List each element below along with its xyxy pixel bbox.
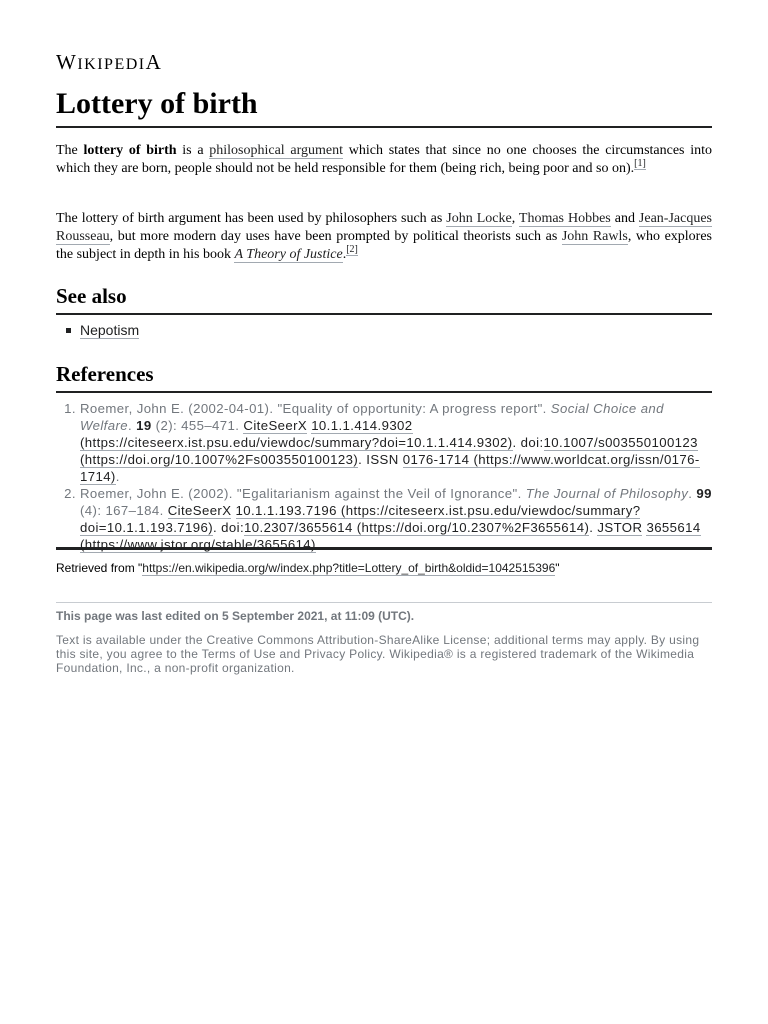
license-notice: Text is available under the Creative Commons Attribution-ShareAlike License; additional terms may apply. By using this site, you agree to the Terms of Use and Privacy Policy. Wikipedia® is a registered trademark of the Wikimedia Foundation, Inc., a non-profit organization. [56, 633, 700, 675]
footer-divider [56, 602, 712, 603]
citation-2[interactable]: [2] [346, 244, 358, 256]
link-john-rawls[interactable]: John Rawls [561, 229, 628, 244]
last-edited-notice: This page was last edited on 5 September 2021, at 11:09 (UTC). [56, 609, 415, 623]
link-jstor-id[interactable]: 3655614 (https://www.jstor.org/stable/3655614) [80, 520, 701, 552]
link-thomas-hobbes[interactable]: Thomas Hobbes [518, 211, 611, 226]
link-philosophical-argument[interactable]: philosophical argument [209, 143, 344, 158]
link-jean-jacques-rousseau[interactable]: Jean-Jacques Rousseau [56, 211, 712, 244]
link-nepotism[interactable]: Nepotism [80, 322, 140, 338]
reference-item: 1. Roemer, John E. (2002-04-01). "Equality of opportunity: A progress report". Social Choice and Welfare. 19 (2): 455–471. CiteSeerX 10.1.1.414.9302 (https://citeseerx.ist.psu.edu/viewdoc/summary?doi=10.1.1.414.9302). doi:10.1007/s003550100123 (https://doi.org/10.1007%2Fs003550100123). ISSN 0176-1714 (https://www.worldcat.org/issn/0176-1714). [80, 400, 712, 485]
citation-1[interactable]: [1] [634, 158, 646, 170]
link-citeseerx[interactable]: CiteSeerX [243, 418, 308, 433]
references-heading: References [56, 362, 712, 393]
content-divider [56, 547, 712, 550]
link-jstor[interactable]: JSTOR [597, 520, 643, 535]
wikipedia-logo[interactable]: WIKIPEDIA [56, 50, 163, 74]
list-item [80, 320, 139, 340]
link-issn[interactable]: 0176-1714 (https://www.worldcat.org/issn/0176-1714) [80, 452, 700, 484]
see-also-list [56, 320, 139, 340]
link-citeseerx[interactable]: CiteSeerX [167, 503, 232, 518]
references-list [56, 400, 712, 553]
reference-item: 2. Roemer, John E. (2002). "Egalitarianism against the Veil of Ignorance". The Journal of Philosophy. 99 (4): 167–184. CiteSeerX 10.1.1.193.7196 (https://citeseerx.ist.psu.edu/viewdoc/summary?doi=10.1.1.193.7196). doi:10.2307/3655614 (https://doi.org/10.2307%2F3655614). JSTOR 3655614 (https://www.jstor.org/stable/3655614). [80, 485, 712, 553]
link-citeseerx-id[interactable]: 10.1.1.193.7196 (https://citeseerx.ist.psu.edu/viewdoc/summary?doi=10.1.1.193.7196) [80, 503, 641, 535]
permanent-link[interactable]: https://en.wikipedia.org/w/index.php?title=Lottery_of_birth&oldid=1042515396 [142, 561, 556, 575]
see-also-heading: See also [56, 284, 712, 315]
retrieved-from: Retrieved from "https://en.wikipedia.org/w/index.php?title=Lottery_of_birth&oldid=1042515396" [56, 561, 560, 575]
page-title: Lottery of birth [56, 86, 712, 128]
intro-paragraph: The lottery of birth is a philosophical argument which states that since no one chooses the circumstances into which they are born, people should not be held responsible for them (being rich, being poor and so on).[1] [56, 143, 712, 176]
link-doi[interactable]: 10.2307/3655614 (https://doi.org/10.2307%2F3655614) [244, 520, 590, 535]
link-a-theory-of-justice[interactable]: A Theory of Justice [234, 247, 343, 262]
body-paragraph-2: The lottery of birth argument has been used by philosophers such as John Locke, Thomas Hobbes and Jean-Jacques Rousseau, but more modern day uses have been prompted by political theorists such as John Rawls, who explores the subject in depth in his book A Theory of Justice.[2] [56, 211, 713, 262]
link-doi[interactable]: 10.1007/s003550100123 (https://doi.org/10.1007%2Fs003550100123) [80, 435, 698, 467]
link-john-locke[interactable]: John Locke [446, 211, 512, 226]
link-citeseerx-id[interactable]: 10.1.1.414.9302 (https://citeseerx.ist.psu.edu/viewdoc/summary?doi=10.1.1.414.9302) [80, 418, 513, 450]
